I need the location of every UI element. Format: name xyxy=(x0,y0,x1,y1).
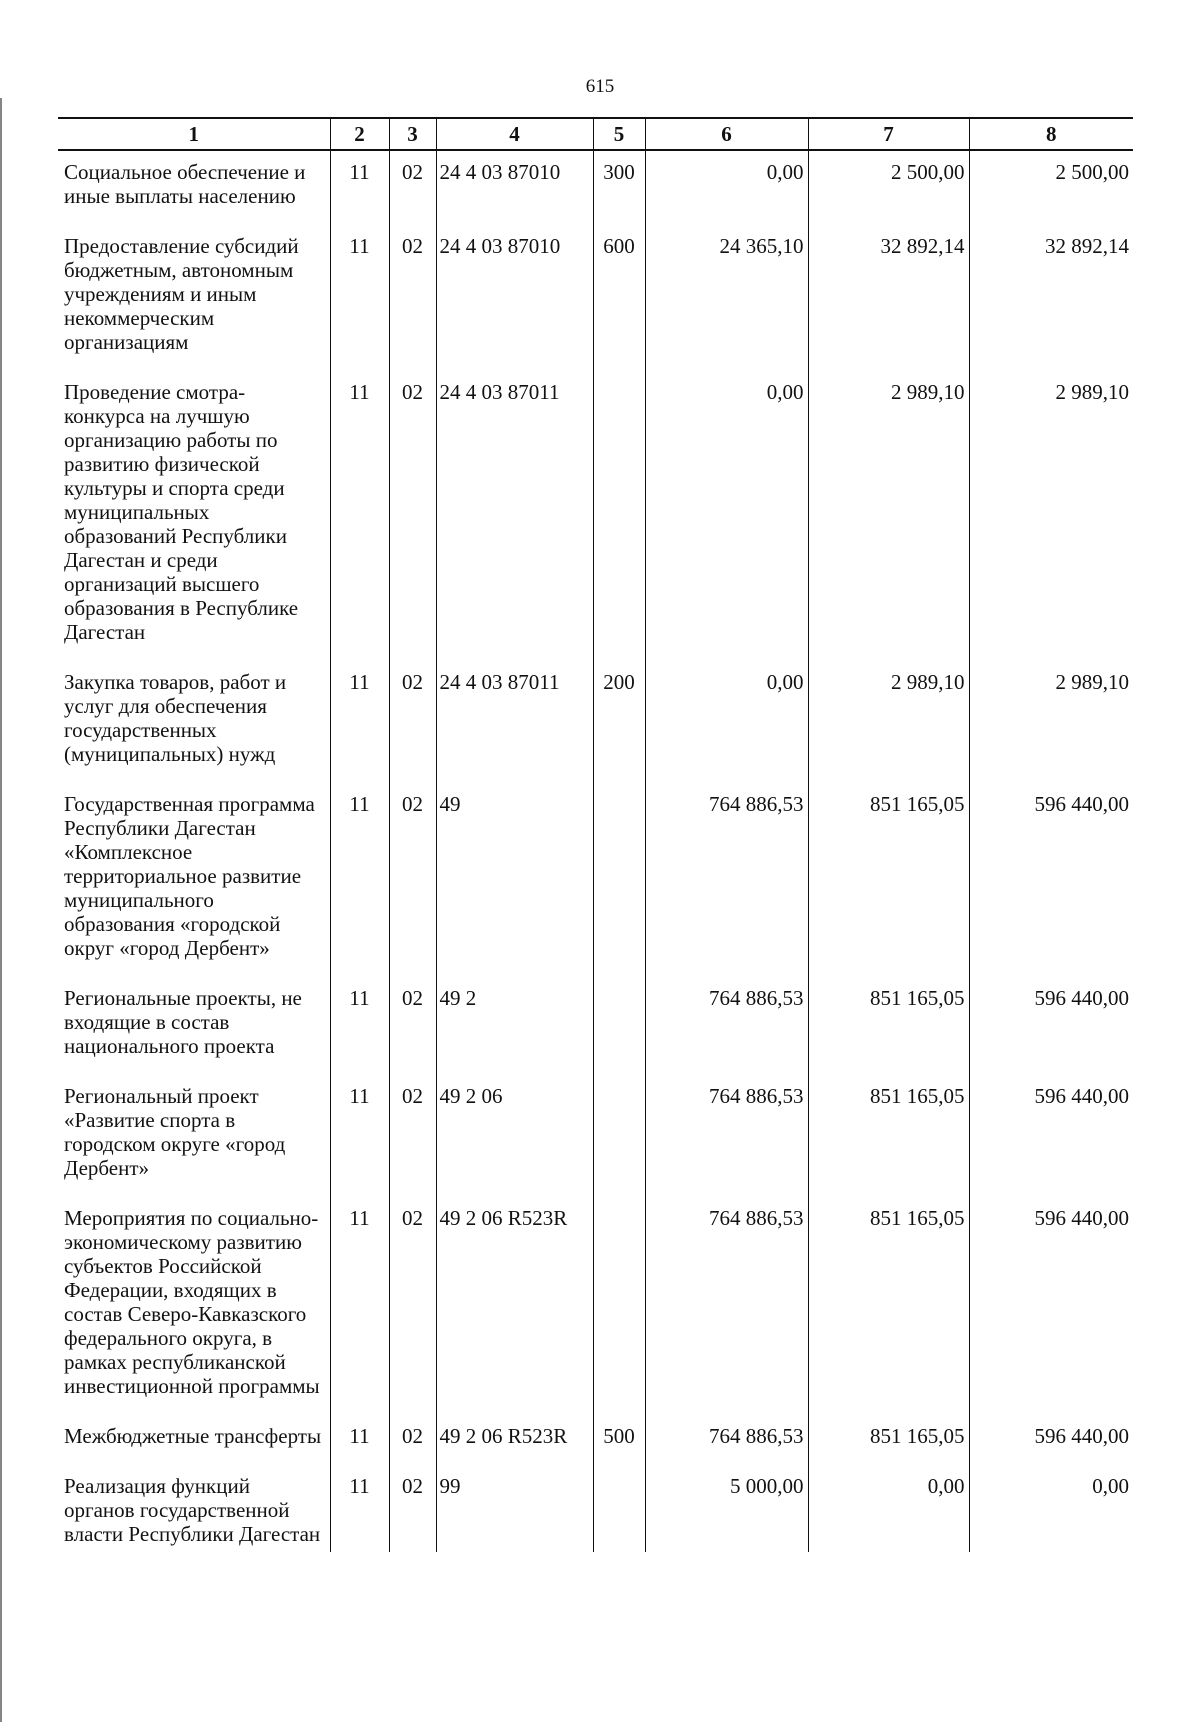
row-name: Межбюджетные трансферты xyxy=(64,1424,322,1448)
row-value-col8: 2 989,10 xyxy=(969,371,1133,661)
row-value-col7: 0,00 xyxy=(808,1465,969,1552)
row-section: 11 xyxy=(330,371,389,661)
row-expense-type xyxy=(593,371,645,661)
column-header: 1 xyxy=(58,118,330,150)
column-header: 2 xyxy=(330,118,389,150)
row-value-col7: 32 892,14 xyxy=(808,225,969,371)
row-expense-type xyxy=(593,1197,645,1415)
row-target-code: 24 4 03 87010 xyxy=(436,150,593,225)
row-value-col8: 596 440,00 xyxy=(969,783,1133,977)
table-row xyxy=(58,1465,1133,1552)
row-value-col8: 32 892,14 xyxy=(969,225,1133,371)
row-value-col6: 764 886,53 xyxy=(645,1415,808,1465)
table-row xyxy=(58,225,1133,371)
row-value-col6: 0,00 xyxy=(645,371,808,661)
row-value-col8: 596 440,00 xyxy=(969,1415,1133,1465)
row-subsection: 02 xyxy=(389,1075,436,1197)
table-row xyxy=(58,1197,1133,1415)
row-target-code: 99 xyxy=(436,1465,593,1552)
row-expense-type: 300 xyxy=(593,150,645,225)
row-expense-type xyxy=(593,1465,645,1552)
table-header-row xyxy=(58,118,1133,150)
row-value-col7: 2 989,10 xyxy=(808,661,969,783)
row-section: 11 xyxy=(330,1465,389,1552)
row-section: 11 xyxy=(330,1415,389,1465)
row-value-col6: 0,00 xyxy=(645,661,808,783)
row-expense-type xyxy=(593,783,645,977)
column-header: 7 xyxy=(808,118,969,150)
row-value-col8: 2 500,00 xyxy=(969,150,1133,225)
row-section: 11 xyxy=(330,783,389,977)
row-section: 11 xyxy=(330,1075,389,1197)
column-header: 4 xyxy=(436,118,593,150)
row-name: Социальное обеспечение и иные выплаты населению xyxy=(64,160,306,208)
row-value-col6: 0,00 xyxy=(645,150,808,225)
table-row xyxy=(58,1075,1133,1197)
row-value-col7: 851 165,05 xyxy=(808,1415,969,1465)
table-row xyxy=(58,371,1133,661)
row-subsection: 02 xyxy=(389,371,436,661)
row-subsection: 02 xyxy=(389,1465,436,1552)
row-value-col8: 0,00 xyxy=(969,1465,1133,1552)
row-value-col7: 2 989,10 xyxy=(808,371,969,661)
column-header: 6 xyxy=(645,118,808,150)
row-name: Региональные проекты, не входящие в состав национального проекта xyxy=(64,986,302,1058)
row-value-col6: 764 886,53 xyxy=(645,783,808,977)
scan-edge-line xyxy=(0,98,2,1722)
row-value-col8: 596 440,00 xyxy=(969,1197,1133,1415)
row-subsection: 02 xyxy=(389,225,436,371)
table-row xyxy=(58,977,1133,1075)
row-name: Мероприятия по социально-экономическому развитию субъектов Российской Федерации, входящих в состав Северо-Кавказского федерального округа, в рамках республиканской инвестиционной программы xyxy=(64,1206,320,1398)
page-number: 615 xyxy=(585,76,615,97)
row-value-col7: 851 165,05 xyxy=(808,783,969,977)
budget-table-container xyxy=(58,117,1133,1552)
row-name: Закупка товаров, работ и услуг для обеспечения государственных (муниципальных) нужд xyxy=(64,670,287,766)
row-value-col8: 596 440,00 xyxy=(969,1075,1133,1197)
row-expense-type xyxy=(593,977,645,1075)
row-section: 11 xyxy=(330,150,389,225)
row-value-col7: 851 165,05 xyxy=(808,1197,969,1415)
row-section: 11 xyxy=(330,225,389,371)
row-value-col6: 764 886,53 xyxy=(645,977,808,1075)
column-header: 8 xyxy=(969,118,1133,150)
row-name: Государственная программа Республики Дагестан «Комплексное территориальное развитие муниципального образования «городской округ «город Дербент» xyxy=(64,792,315,960)
row-target-code: 49 2 06 R523R xyxy=(436,1415,593,1465)
row-value-col7: 2 500,00 xyxy=(808,150,969,225)
table-row xyxy=(58,1415,1133,1465)
row-value-col8: 596 440,00 xyxy=(969,977,1133,1075)
row-subsection: 02 xyxy=(389,977,436,1075)
row-name: Реализация функций органов государственной власти Республики Дагестан xyxy=(64,1474,321,1546)
row-value-col6: 24 365,10 xyxy=(645,225,808,371)
row-value-col7: 851 165,05 xyxy=(808,977,969,1075)
row-name: Региональный проект «Развитие спорта в городском округе «город Дербент» xyxy=(64,1084,286,1180)
table-row xyxy=(58,150,1133,225)
row-value-col6: 764 886,53 xyxy=(645,1075,808,1197)
row-expense-type: 200 xyxy=(593,661,645,783)
table-row xyxy=(58,661,1133,783)
row-target-code: 49 2 xyxy=(436,977,593,1075)
row-subsection: 02 xyxy=(389,1197,436,1415)
row-section: 11 xyxy=(330,977,389,1075)
row-expense-type: 500 xyxy=(593,1415,645,1465)
row-expense-type xyxy=(593,1075,645,1197)
row-value-col6: 764 886,53 xyxy=(645,1197,808,1415)
row-target-code: 24 4 03 87011 xyxy=(436,371,593,661)
row-expense-type: 600 xyxy=(593,225,645,371)
row-target-code: 24 4 03 87010 xyxy=(436,225,593,371)
row-value-col8: 2 989,10 xyxy=(969,661,1133,783)
row-target-code: 24 4 03 87011 xyxy=(436,661,593,783)
row-target-code: 49 2 06 xyxy=(436,1075,593,1197)
row-name: Предоставление субсидий бюджетным, автономным учреждениям и иным некоммерческим организациям xyxy=(64,234,299,354)
row-section: 11 xyxy=(330,1197,389,1415)
row-subsection: 02 xyxy=(389,783,436,977)
row-value-col7: 851 165,05 xyxy=(808,1075,969,1197)
row-target-code: 49 xyxy=(436,783,593,977)
table-row xyxy=(58,783,1133,977)
column-header: 5 xyxy=(593,118,645,150)
row-subsection: 02 xyxy=(389,661,436,783)
column-header: 3 xyxy=(389,118,436,150)
row-subsection: 02 xyxy=(389,150,436,225)
row-value-col6: 5 000,00 xyxy=(645,1465,808,1552)
row-section: 11 xyxy=(330,661,389,783)
row-name: Проведение смотра-конкурса на лучшую организацию работы по развитию физической культуры и спорта среди муниципальных образований Республики Дагестан и среди организаций высшего образования в Республике Дагестан xyxy=(64,380,299,644)
row-target-code: 49 2 06 R523R xyxy=(436,1197,593,1415)
row-subsection: 02 xyxy=(389,1415,436,1465)
budget-table xyxy=(58,117,1133,1552)
